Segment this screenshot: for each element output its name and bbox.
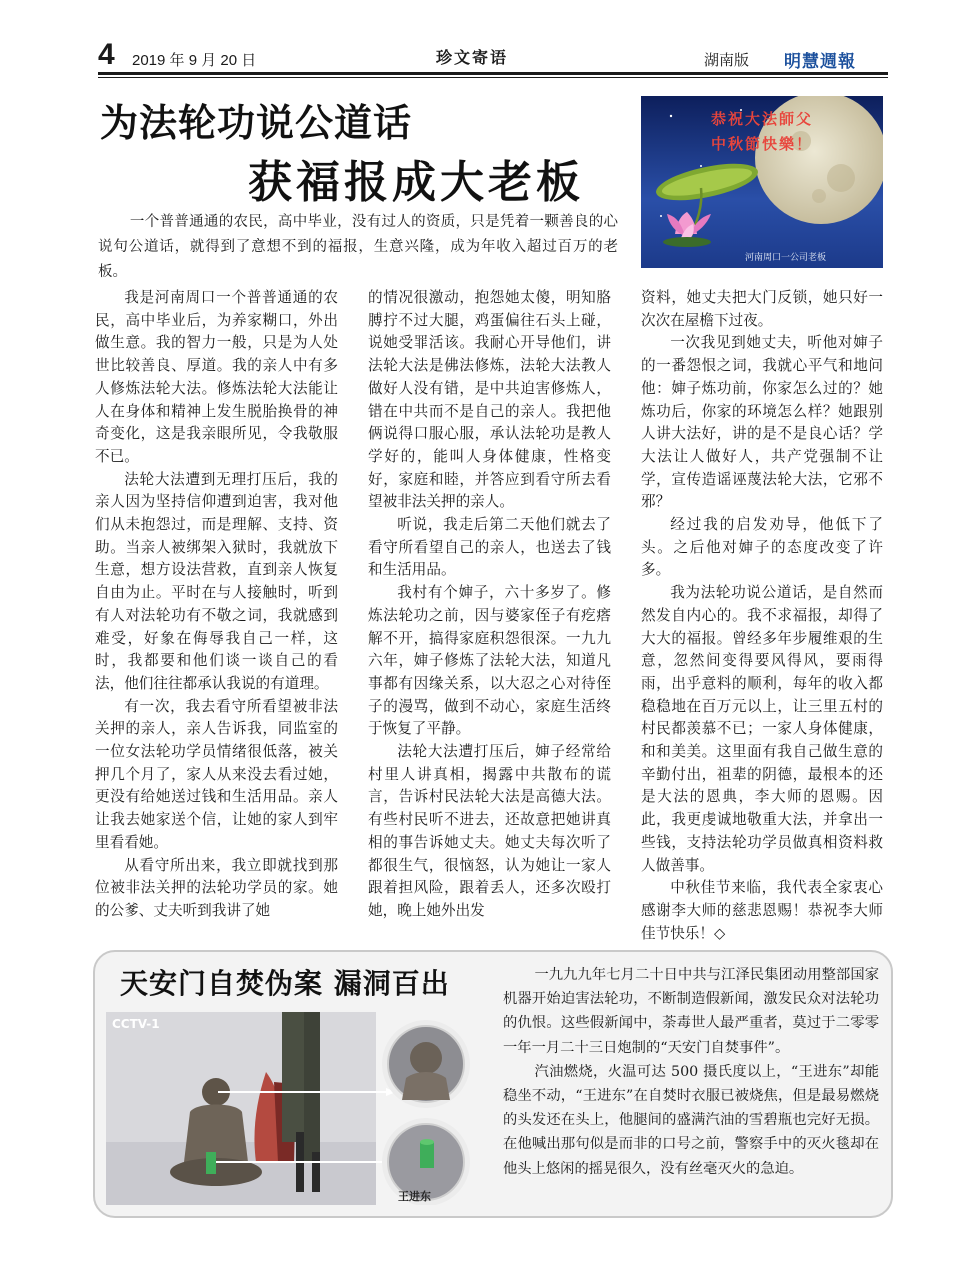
edition-label: 湖南版 bbox=[704, 51, 750, 69]
greeting-card-image bbox=[641, 96, 883, 268]
paragraph: 从看守所出来，我立即就找到那位被非法关押的法轮功学员的家。她的公爹、丈夫听到我讲了她 bbox=[95, 856, 338, 919]
paragraph: 一次我见到她丈夫，听他对婶子的一番怨恨之词，我就心平气和地问他：婶子炼功前，你家怎么过的？她炼功后，你家的环境怎么样？她跟别人讲大法好，讲的是不是良心话？学大法让人做好人，共产党强制不让学，宣传造谣诬蔑法轮大法，它邪不邪？ bbox=[641, 334, 883, 511]
sidebar-text bbox=[503, 963, 879, 1181]
article-column-2 bbox=[368, 287, 611, 923]
paragraph: 我是河南周口一个普普通通的农民，高中毕业后，为养家糊口，外出做生意。我的智力一般，只是为人处世比较善良、厚道。我的亲人中有多人修炼法轮大法。修炼法轮大法能让人在身体和精神上发生脱胎换骨的神奇变化，这是我亲眼所见，令我敬服不已。 bbox=[95, 289, 338, 465]
masthead-logo: 明慧週報 bbox=[784, 52, 856, 72]
sidebar-title: 天安门自焚伪案 漏洞百出 bbox=[120, 967, 450, 1000]
article-lead: 一个普普通通的农民，高中毕业，没有过人的资质，只是凭着一颗善良的心说句公道话，就得到了意想不到的福报，生意兴隆，成为年收入超过百万的老板。 bbox=[98, 214, 618, 280]
paragraph: 经过我的启发劝导，他低下了头。之后他对婶子的态度改变了许多。 bbox=[641, 516, 883, 579]
article-title: 为法轮功说公道话 bbox=[100, 101, 413, 145]
card-greeting-line2: 中秋節快樂！ bbox=[710, 135, 813, 153]
section-title: 珍文寄语 bbox=[436, 48, 509, 67]
header-rule-thin bbox=[98, 77, 888, 78]
page-header bbox=[0, 0, 978, 80]
paragraph: 汽油燃烧，火温可达 500 摄氏度以上，“王进东”却能稳坐不动，“王进东”在自焚时衣服已被烧焦，但是最易燃烧的头发还在头上，他腿间的盛满汽油的雪碧瓶也完好无损。在他喊出那句似是而非的口号之前，警察手中的灭火毯却在他头上悠闲的摇晃很久，没有丝毫灭火的急迫。 bbox=[503, 1063, 879, 1177]
paragraph: 中秋佳节来临，我代表全家衷心感谢李大师的慈悲恩赐！恭祝李大师佳节快乐！◇ bbox=[641, 879, 883, 942]
card-greeting-line1: 恭祝大法師父 bbox=[710, 110, 813, 128]
photo-caption: 王进东 bbox=[398, 1190, 431, 1203]
cctv-watermark: CCTV-1 bbox=[112, 1017, 160, 1031]
page-number: 4 bbox=[98, 38, 115, 71]
paragraph: 的情况很激动，抱怨她太傻，明知胳膊拧不过大腿，鸡蛋偏往石头上碰，说她受罪活该。我耐心开导他们，讲法轮大法是佛法修炼，法轮大法教人做好人没有错，是中共迫害修炼人，错在中共而不是自己的亲人。我把他俩说得口服心服，承认法轮功是教人学好的，能叫人身体健康，性格变好，家庭和睦，并答应到看守所去看望被非法关押的亲人。 bbox=[368, 289, 611, 511]
article-subtitle: 获福报成大老板 bbox=[248, 157, 584, 208]
paragraph: 法轮大法遭打压后，婶子经常给村里人讲真相，揭露中共散布的谎言，告诉村民法轮大法是高德大法。有些村民听不进去，还故意把她讲真相的事告诉她丈夫。她丈夫每次听了都很生气，很恼怒，认为她让一家人跟着担风险，跟着丢人，还多次殴打她，晚上她外出发 bbox=[368, 743, 611, 919]
paragraph: 一九九九年七月二十日中共与江泽民集团动用整部国家机器开始迫害法轮功，不断制造假新闻，激发民众对法轮功的仇恨。这些假新闻中，荼毒世人最严重者，莫过于二零零一年一月二十三日炮制的“天安门自焚事件”。 bbox=[503, 967, 879, 1056]
paragraph: 资料，她丈夫把大门反锁，她只好一次次在屋檐下过夜。 bbox=[641, 289, 883, 329]
photo-illustration bbox=[106, 1012, 471, 1205]
paragraph: 听说，我走后第二天他们就去了看守所看望自己的亲人，也送去了钱和生活用品。 bbox=[368, 516, 611, 579]
article-column-3 bbox=[641, 287, 883, 945]
article-column-1 bbox=[95, 287, 338, 923]
header-rule bbox=[98, 72, 888, 75]
paragraph: 我为法轮功说公道话，是自然而然发自内心的。我不求福报，却得了大大的福报。曾经多年步履维艰的生意，忽然间变得要风得风，要雨得雨，出乎意料的顺利，每年的收入都稳稳地在百万元以上，让三里五村的村民都羡慕不已；一家人身体健康，和和美美。这里面有我自己做生意的辛勤付出，祖辈的阴德，最根本的还是大法的恩典，李大师的恩赐。因此，我更虔诚地敬重大法，并拿出一些钱，支持法轮功学员做真相资料救人做善事。 bbox=[641, 584, 883, 874]
self-immolation-photo bbox=[106, 1012, 471, 1205]
paragraph: 我村有个婶子，六十多岁了。修炼法轮功之前，因与婆家侄子有疙瘩解不开，搞得家庭积怨很深。一九九六年，婶子修炼了法轮大法，知道凡事都有因缘关系，以大忍之心对待侄子的漫骂，做到不动心，家庭生活终于恢复了平静。 bbox=[368, 584, 611, 738]
paragraph: 法轮大法遭到无理打压后，我的亲人因为坚持信仰遭到迫害，我对他们从未抱怨过，而是理解、支持、资助。当亲人被绑架入狱时，我就放下生意，想方设法营救，直到亲人恢复自由为止。平时在与人接触时，听到有人对法轮功有不敬之词，我就感到难受，好象在侮辱我自己一样，这时，我都要和他们谈一谈自己的看法，他们往往都承认我说的有道理。 bbox=[95, 470, 338, 692]
card-signature: 河南周口一公司老板 bbox=[745, 253, 827, 263]
issue-date: 2019 年 9 月 20 日 bbox=[132, 52, 257, 69]
paragraph: 有一次，我去看守所看望被非法关押的亲人，亲人告诉我，同监室的一位女法轮功学员情绪很低落，被关押几个月了，家人从来没去看过她，更没有给她送过钱和生活用品。亲人让我去她家送个信，让她的家人到牢里看看她。 bbox=[95, 697, 338, 851]
